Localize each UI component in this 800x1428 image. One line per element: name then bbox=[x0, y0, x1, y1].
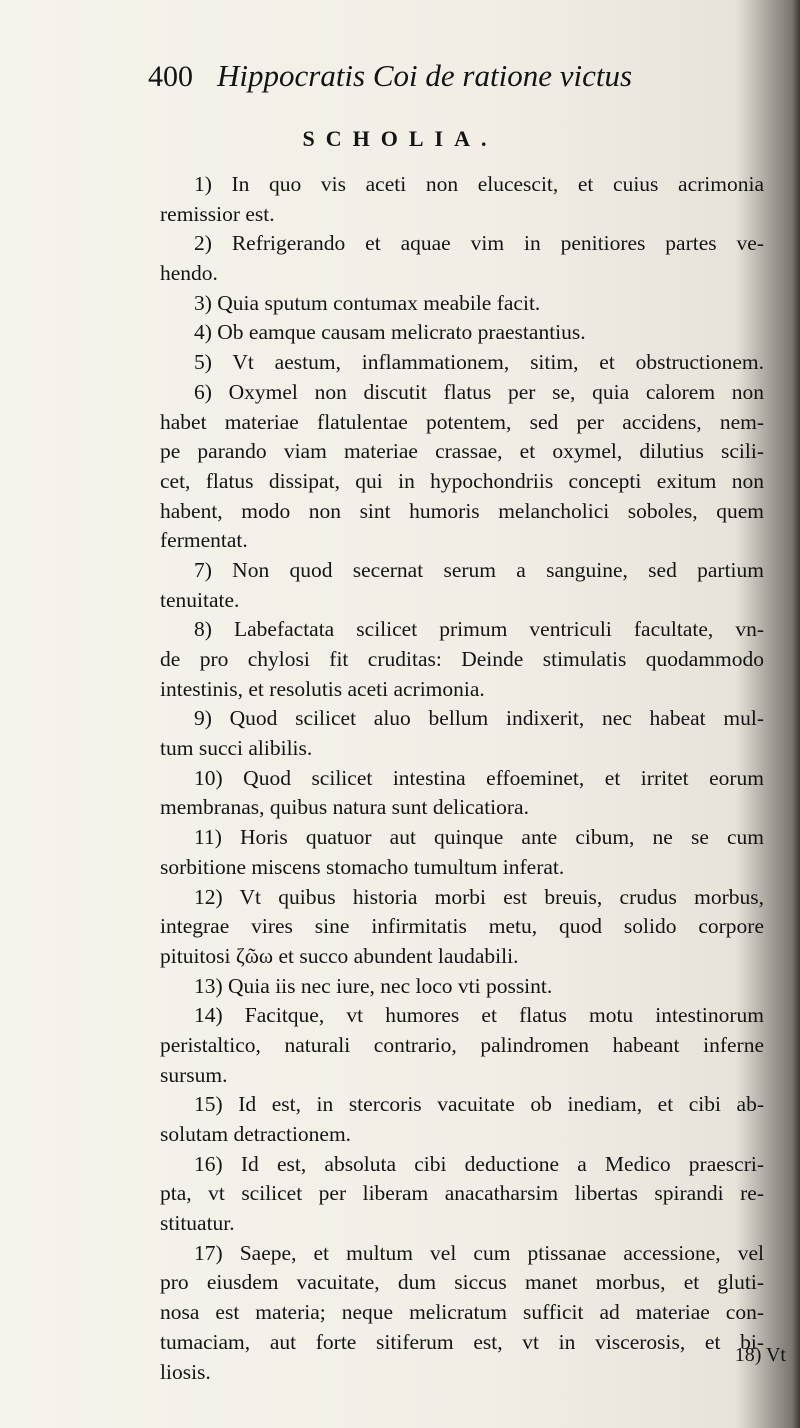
text-line: 4) Ob eamque causam melicrato praestantius. bbox=[194, 320, 586, 345]
catchword: 18) Vt bbox=[734, 1344, 786, 1366]
text-line: cet, flatus dissipat, qui in hypochondriis concepti exitum non bbox=[160, 468, 764, 493]
page-header bbox=[148, 58, 710, 108]
running-title: Hippocratis Coi de ratione victus bbox=[217, 58, 633, 93]
text-line: tumaciam, aut forte sitiferum est, vt in viscerosis, et bi- bbox=[160, 1329, 764, 1354]
text-line: 5) Vt aestum, inflammationem, sitim, et obstructionem. bbox=[194, 350, 764, 375]
text-line: fermentat. bbox=[160, 528, 248, 553]
text-line: liosis. bbox=[160, 1359, 211, 1384]
section-heading: SCHOLIA. bbox=[302, 126, 498, 151]
text-line: intestinis, et resolutis aceti acrimonia. bbox=[160, 676, 485, 701]
text-line: de pro chylosi fit cruditas: Deinde stimulatis quodammodo bbox=[160, 647, 764, 671]
text-line: stituatur. bbox=[160, 1211, 235, 1236]
text-line: remissior est. bbox=[160, 201, 275, 226]
text-line: 17) Saepe, et multum vel cum ptissanae accessione, vel bbox=[194, 1240, 764, 1265]
text-line: 11) Horis quatuor aut quinque ante cibum, ne se cum bbox=[194, 825, 764, 850]
text-line: 1) In quo vis aceti non elucescit, et cuius acrimonia bbox=[194, 172, 764, 196]
text-line: peristaltico, naturali contrario, palindromen habeant inferne bbox=[160, 1032, 764, 1057]
text-line: sursum. bbox=[160, 1062, 228, 1087]
text-line: tum succi alibilis. bbox=[160, 736, 313, 761]
text-line: 13) Quia iis nec iure, nec loco vti possint. bbox=[194, 973, 553, 998]
text-line: pro eiusdem vacuitate, dum siccus manet morbus, et gluti- bbox=[160, 1270, 764, 1295]
text-line: solutam detractionem. bbox=[160, 1122, 352, 1146]
text-line: habet materiae flatulentae potentem, sed per accidens, nem- bbox=[160, 409, 764, 434]
text-line: 12) Vt quibus historia morbi est breuis, crudus morbus, bbox=[194, 884, 764, 909]
text-line: nosa est materia; neque melicratum sufficit ad materiae con- bbox=[160, 1300, 764, 1325]
text-line: integrae vires sine infirmitatis metu, quod solido corpore bbox=[160, 914, 764, 939]
text-line: membranas, quibus natura sunt delicatiora. bbox=[160, 795, 529, 820]
text-line: 15) Id est, in stercoris vacuitate ob inediam, et cibi ab- bbox=[194, 1092, 764, 1117]
text-line: pituitosi ζῶω et succo abundent laudabili. bbox=[160, 943, 519, 968]
text-line: 2) Refrigerando et aquae vim in penitiores partes ve- bbox=[194, 231, 764, 256]
text-line: 7) Non quod secernat serum a sanguine, sed partium bbox=[194, 557, 764, 582]
text-line: 16) Id est, absoluta cibi deductione a Medico praescri- bbox=[194, 1151, 764, 1176]
text-line: hendo. bbox=[160, 261, 218, 286]
text-line: 9) Quod scilicet aluo bellum indixerit, nec habeat mul- bbox=[194, 706, 764, 731]
text-line: tenuitate. bbox=[160, 587, 240, 612]
scholia-text bbox=[160, 170, 764, 1387]
text-line: sorbitione miscens stomacho tumultum inferat. bbox=[160, 854, 565, 879]
text-line: 8) Labefactata scilicet primum ventriculi facultate, vn- bbox=[194, 617, 764, 642]
text-line: habent, modo non sint humoris melancholici soboles, quem bbox=[160, 498, 764, 523]
text-line: 14) Facitque, vt humores et flatus motu intestinorum bbox=[194, 1003, 764, 1028]
text-line: pe parando viam materiae crassae, et oxymel, dilutius scili- bbox=[160, 439, 764, 464]
text-line: 10) Quod scilicet intestina effoeminet, et irritet eorum bbox=[194, 765, 764, 790]
text-line: pta, vt scilicet per liberam anacatharsim libertas spirandi re- bbox=[160, 1181, 764, 1206]
text-line: 6) Oxymel non discutit flatus per se, quia calorem non bbox=[194, 379, 764, 404]
page-number: 400 bbox=[148, 60, 193, 93]
text-line: 3) Quia sputum contumax meabile facit. bbox=[194, 290, 541, 315]
